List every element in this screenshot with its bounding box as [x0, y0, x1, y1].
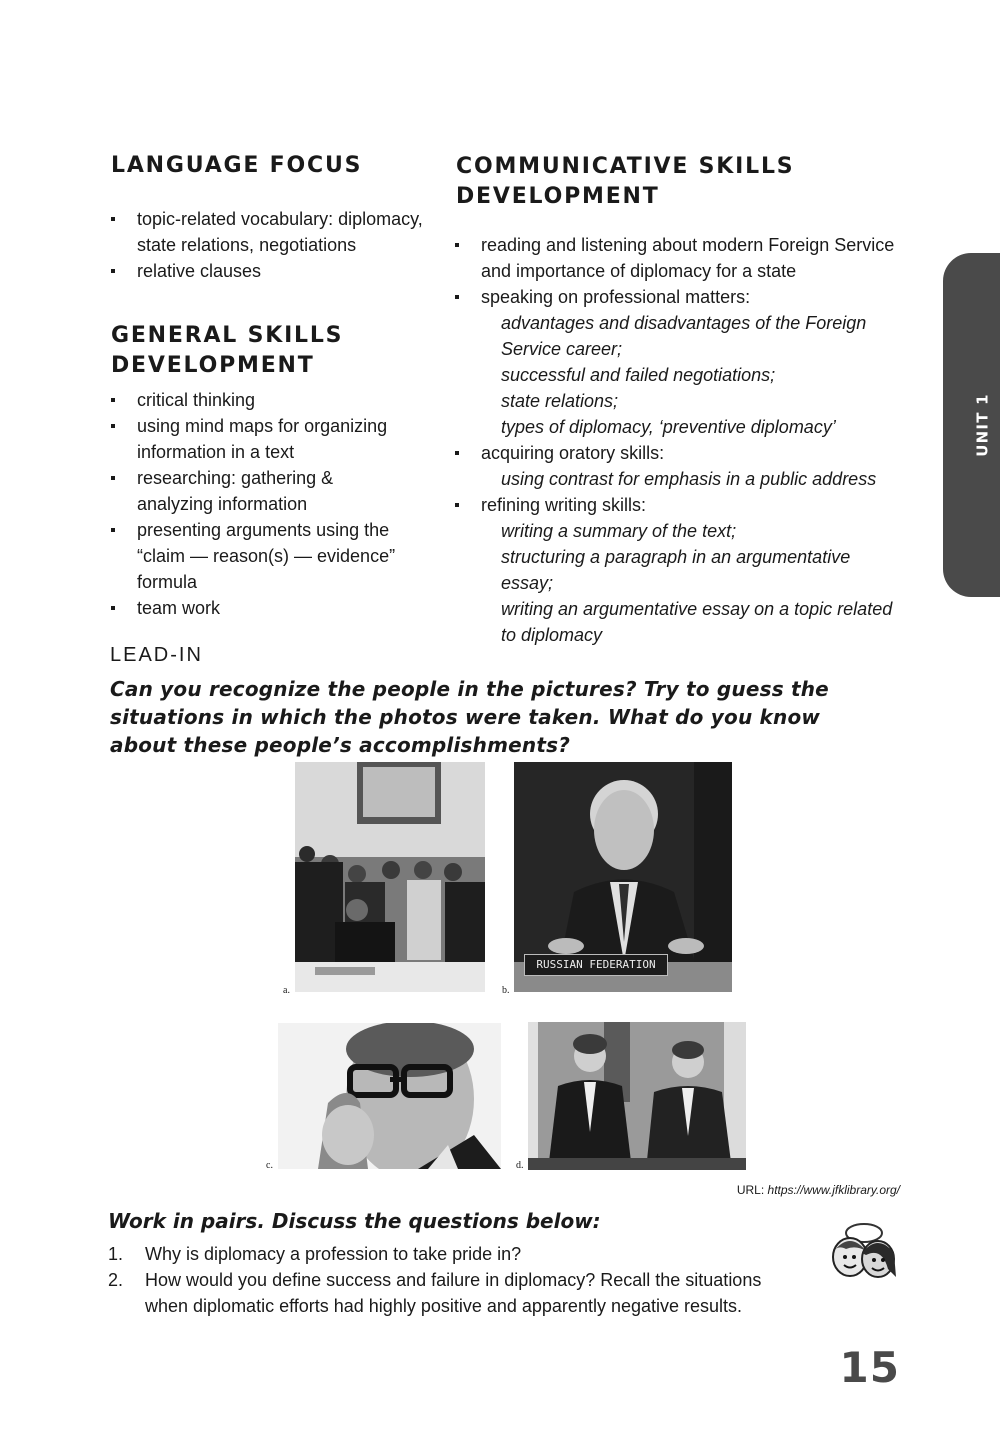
list-item-text: acquiring oratory skills:	[481, 443, 665, 463]
sub-item: structuring a paragraph in an argumentative essay;	[501, 547, 851, 593]
photo-b-caption: b.	[502, 985, 510, 996]
general-skills-list	[111, 387, 411, 621]
communicative-skills-heading: COMMUNICATIVE SKILLS DEVELOPMENT	[456, 154, 795, 209]
sub-item: state relations;	[501, 391, 619, 411]
pair-work-heading: Work in pairs. Discuss the questions below:	[108, 1209, 601, 1233]
language-focus-list	[111, 206, 441, 284]
photo-a-caption: a.	[283, 985, 290, 996]
photo-c	[278, 1023, 501, 1169]
question-number: 2.	[108, 1270, 124, 1290]
sub-item: types of diplomacy, ‘preventive diplomacy’	[501, 417, 836, 437]
photo-d	[528, 1022, 746, 1170]
photo-a	[295, 762, 485, 992]
photo-c-caption: c.	[266, 1160, 273, 1171]
page-number: 15	[839, 1343, 900, 1392]
general-skills-heading: GENERAL SKILLS DEVELOPMENT	[111, 323, 344, 378]
communicative-skills-list	[455, 232, 905, 648]
unit-tab	[943, 253, 1000, 597]
list-item: researching: gathering & analyzing information	[111, 465, 411, 517]
sub-item: advantages and disadvantages of the Foreign Service career;	[501, 313, 867, 359]
list-item: team work	[111, 595, 411, 621]
lead-in-label: LEAD-IN	[110, 644, 203, 666]
lead-in-question: Can you recognize the people in the pictures? Try to guess the situations in which the photos were taken. What do you know about these people’s accomplishments?	[110, 677, 829, 757]
sub-item: successful and failed negotiations;	[501, 365, 776, 385]
language-focus-heading: LANGUAGE FOCUS	[111, 153, 363, 178]
list-item	[108, 1241, 798, 1267]
url-prefix: URL:	[736, 1183, 768, 1197]
sub-item: writing a summary of the text;	[501, 521, 737, 541]
list-item: presenting arguments using the “claim — reason(s) — evidence” formula	[111, 517, 411, 595]
pair-work-icon	[826, 1223, 900, 1287]
question-text: How would you define success and failure in diplomacy? Recall the situations when diplomatic efforts had highly positive and apparently negative results.	[145, 1270, 762, 1316]
sub-item: writing an argumentative essay on a topic related to diplomacy	[501, 599, 893, 645]
list-item	[455, 232, 905, 284]
list-item: critical thinking	[111, 387, 411, 413]
list-item-text: refining writing skills:	[481, 495, 647, 515]
photo-b	[514, 762, 732, 992]
list-item	[455, 440, 905, 492]
list-item	[108, 1267, 798, 1319]
unit-tab-label: UNIT 1	[974, 393, 992, 457]
list-item: topic-related vocabulary: diplomacy, state relations, negotiations	[111, 206, 441, 258]
question-number: 1.	[108, 1244, 124, 1264]
url-link[interactable]: https://www.jfklibrary.org/	[767, 1183, 900, 1197]
list-item-text: speaking on professional matters:	[481, 287, 751, 307]
source-url	[700, 1183, 900, 1197]
list-item	[455, 284, 905, 440]
list-item: relative clauses	[111, 258, 441, 284]
list-item: using mind maps for organizing information in a text	[111, 413, 411, 465]
question-text: Why is diplomacy a profession to take pride in?	[145, 1244, 522, 1264]
list-item	[455, 492, 905, 648]
sub-item: using contrast for emphasis in a public address	[501, 469, 877, 489]
photo-d-caption: d.	[516, 1160, 524, 1171]
discussion-questions	[108, 1241, 798, 1319]
nameplate: RUSSIAN FEDERATION	[524, 954, 668, 976]
list-item-text: reading and listening about modern Foreign Service and importance of diplomacy for a state	[481, 235, 895, 281]
